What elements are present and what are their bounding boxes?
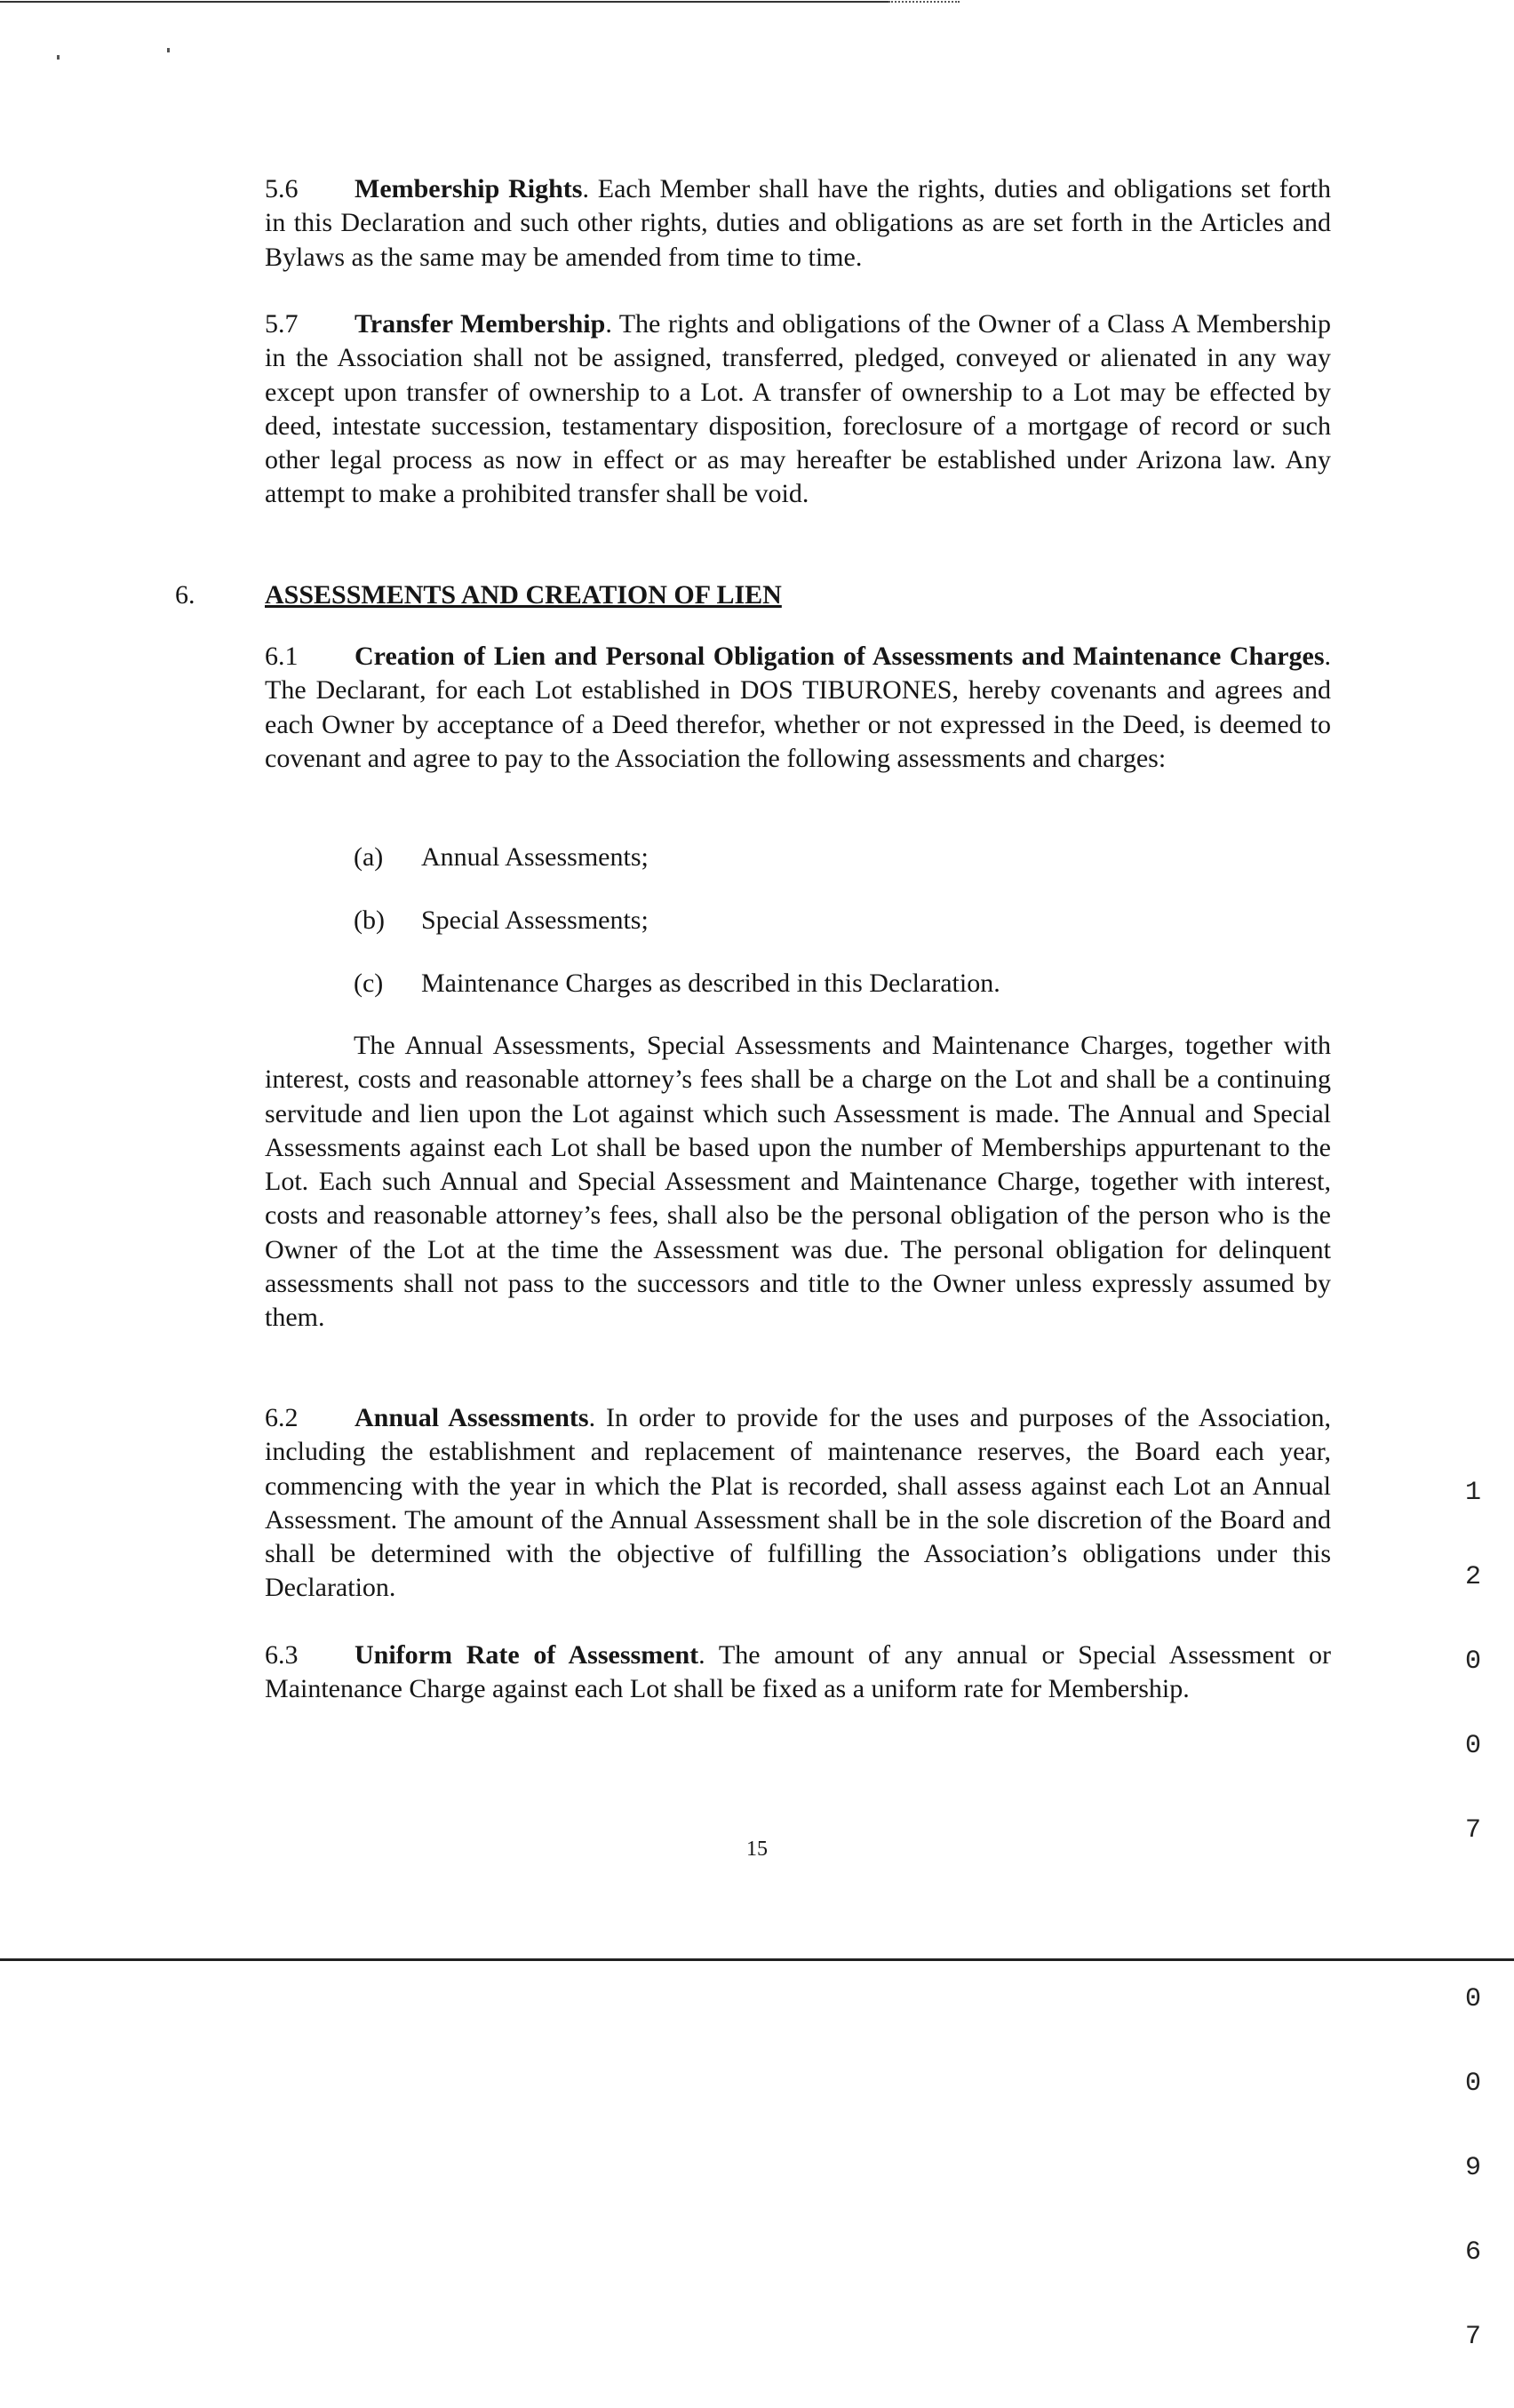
paragraph-number: 6.3	[265, 1640, 299, 1670]
paragraph-6-1-continued: The Annual Assessments, Special Assessments and Maintenance Charges, together with interest, costs and reasonable attorney’s fees shall be a charge on the Lot and shall be a continuing servitude and lien upon the Lot against which such Assessment is made. The Annual and Special Assessments against each Lot shall be based upon the number of Memberships appurtenant to the Lot. Each such Annual and Special Assessment and Maintenance Charge, together with interest, costs and reasonable attorney’s fees, shall also be the personal obligation of the person who is the Owner of the Lot at the time the Assessment was due. The personal obligation for delinquent assessments shall not pass to the successors and title to the Owner unless expressly assumed by them.	[265, 1031, 1331, 1333]
list-item	[354, 904, 649, 937]
page-number: 15	[746, 1838, 768, 1861]
paragraph-heading: Creation of Lien and Personal Obligation of Assessments and Maintenance Charges	[355, 642, 1325, 671]
recording-number-stamp	[1457, 1422, 1489, 2407]
list-item	[354, 841, 649, 874]
stamp-digit	[1457, 1901, 1489, 1928]
paragraph-text: . The Declarant, for each Lot established in DOS TIBURONES, hereby covenants and agrees and each Owner by acceptance of a Deed therefor, whether or not expressed in the Deed, is deemed to covenant and agree to pay to the Association the following assessments and charges:	[265, 642, 1331, 773]
list-item-label: (b)	[354, 905, 385, 935]
paragraph-6-3	[265, 1639, 1331, 1707]
list-item	[354, 967, 1000, 1001]
scan-border-top	[0, 1, 888, 3]
section-number: 6.	[175, 580, 195, 610]
paragraph-6-2	[265, 1401, 1331, 1606]
list-item-text: Annual Assessments;	[421, 842, 649, 872]
stamp-digit: 9	[1464, 2153, 1481, 2183]
scan-border-bottom	[0, 1958, 1514, 1961]
paragraph-number: 6.1	[265, 642, 299, 671]
paragraph-5-6	[265, 172, 1331, 275]
stamp-digit: 0	[1464, 1984, 1481, 2014]
stamp-digit: 0	[1464, 2069, 1481, 2099]
stamp-digit: 1	[1464, 1478, 1481, 1508]
scan-border-dash	[888, 1, 960, 3]
paragraph-6-1	[265, 640, 1331, 776]
section-title: ASSESSMENTS AND CREATION OF LIEN	[265, 580, 782, 610]
stamp-digit: 7	[1464, 2322, 1481, 2352]
stamp-digit: 6	[1464, 2237, 1481, 2268]
paragraph-number: 5.7	[265, 309, 299, 339]
paragraph-heading: Uniform Rate of Assessment	[355, 1640, 699, 1670]
paragraph-text: . The rights and obligations of the Owner of a Class A Membership in the Association shall not be assigned, transferred, pledged, conveyed or alienated in any way except upon transfer of ownership to a Lot. A transfer of ownership to a Lot may be effected by deed, intestate succession, testamentary disposition, foreclosure of a mortgage of record or such other legal process as now in effect or as may hereafter be established under Arizona law. Any attempt to make a prohibited transfer shall be void.	[265, 309, 1331, 509]
paragraph-number: 5.6	[265, 174, 299, 203]
list-item-text: Special Assessments;	[421, 905, 649, 935]
paragraph-text: . In order to provide for the uses and purposes of the Association, including the establishment and replacement of maintenance reserves, the Board each year, commencing with the year in which the Plat is recorded, shall assess against each Lot an Annual Assessment. The amount of the Annual Assessment shall be in the sole discretion of the Board and shall be determined with the objective of fulfilling the Association’s obligations under this Declaration.	[265, 1403, 1331, 1603]
stamp-digit: 2	[1464, 1562, 1481, 1592]
list-item-text: Maintenance Charges as described in this Declaration.	[421, 969, 1000, 998]
paragraph-5-7	[265, 307, 1331, 512]
list-item-label: (a)	[354, 842, 384, 872]
paragraph-text: . Each Member shall have the rights, duties and obligations set forth in this Declaration and such other rights, duties and obligations as are set forth in the Articles and Bylaws as the same may be amended from time to time.	[265, 174, 1332, 272]
paragraph-heading: Annual Assessments	[355, 1403, 589, 1432]
paragraph-heading: Transfer Membership	[355, 309, 606, 339]
scan-speck	[167, 48, 170, 52]
stamp-digit: 0	[1464, 1647, 1481, 1677]
paragraph-number: 6.2	[265, 1403, 299, 1432]
list-item-label: (c)	[354, 969, 384, 998]
paragraph-heading: Membership Rights	[355, 174, 583, 203]
scan-speck	[57, 55, 60, 60]
paragraph-text: . The amount of any annual or Special Assessment or Maintenance Charge against each Lot shall be fixed as a uniform rate for Membership.	[265, 1640, 1331, 1704]
stamp-digit: 7	[1464, 1815, 1481, 1846]
stamp-digit: 0	[1464, 1731, 1481, 1761]
